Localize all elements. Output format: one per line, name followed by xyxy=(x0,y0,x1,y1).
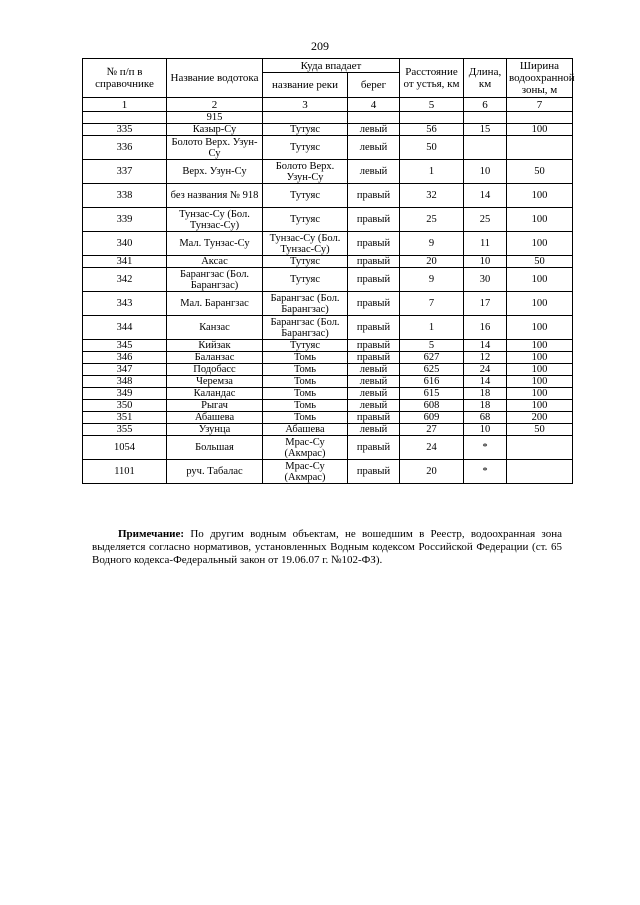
cell-bank: правый xyxy=(348,316,400,340)
cell-distance: 609 xyxy=(400,412,464,424)
cell-length: 68 xyxy=(464,412,507,424)
cell-river: Томь xyxy=(263,352,348,364)
cell-name: Казыр-Су xyxy=(167,124,263,136)
table-row xyxy=(83,376,573,388)
cell-length: 18 xyxy=(464,400,507,412)
cell-name: Мал. Барангзас xyxy=(167,292,263,316)
cell-name: Каландас xyxy=(167,388,263,400)
cell-name: Тунзас-Су (Бол. Тунзас-Су) xyxy=(167,208,263,232)
cell-width xyxy=(507,136,573,160)
cell-distance: 20 xyxy=(400,256,464,268)
cell-bank: левый xyxy=(348,376,400,388)
cell-distance: 25 xyxy=(400,208,464,232)
cell-river: Абашева xyxy=(263,424,348,436)
cell-distance: 7 xyxy=(400,292,464,316)
cell-length: 10 xyxy=(464,424,507,436)
cell-bank: левый xyxy=(348,124,400,136)
cell-length xyxy=(464,112,507,124)
cell-num: 344 xyxy=(83,316,167,340)
cell-width: 100 xyxy=(507,292,573,316)
header-name: Название водотока xyxy=(167,59,263,98)
cell-length: 16 xyxy=(464,316,507,340)
cell-river: Барангзас (Бол. Барангзас) xyxy=(263,292,348,316)
cell-name: Большая xyxy=(167,436,263,460)
cell-bank: левый xyxy=(348,424,400,436)
cell-num: 338 xyxy=(83,184,167,208)
table-row xyxy=(83,268,573,292)
cell-bank: правый xyxy=(348,436,400,460)
cell-num: 347 xyxy=(83,364,167,376)
header-length: Длина, км xyxy=(464,59,507,98)
table-row xyxy=(83,124,573,136)
cell-num: 339 xyxy=(83,208,167,232)
cell-distance: 1 xyxy=(400,160,464,184)
cell-length: 14 xyxy=(464,340,507,352)
cell-num xyxy=(83,112,167,124)
cell-bank: правый xyxy=(348,208,400,232)
table-row xyxy=(83,412,573,424)
table-row xyxy=(83,436,573,460)
cell-river: Болото Верх. Узун-Су xyxy=(263,160,348,184)
column-number: 5 xyxy=(400,98,464,112)
cell-num: 1054 xyxy=(83,436,167,460)
cell-distance: 9 xyxy=(400,232,464,256)
cell-distance: 608 xyxy=(400,400,464,412)
cell-bank: правый xyxy=(348,268,400,292)
cell-num: 335 xyxy=(83,124,167,136)
cell-width xyxy=(507,460,573,484)
cell-name: руч. Табалас xyxy=(167,460,263,484)
header-flows-into: Куда впадает xyxy=(263,59,400,73)
cell-width: 100 xyxy=(507,352,573,364)
cell-distance: 24 xyxy=(400,436,464,460)
cell-width: 100 xyxy=(507,232,573,256)
watercourse-table xyxy=(82,58,573,484)
cell-distance: 625 xyxy=(400,364,464,376)
table-row xyxy=(83,160,573,184)
column-number: 7 xyxy=(507,98,573,112)
column-number: 3 xyxy=(263,98,348,112)
column-number: 2 xyxy=(167,98,263,112)
table-row xyxy=(83,424,573,436)
cell-bank: правый xyxy=(348,340,400,352)
cell-bank: правый xyxy=(348,460,400,484)
cell-length: 30 xyxy=(464,268,507,292)
note xyxy=(92,528,562,567)
cell-width: 100 xyxy=(507,316,573,340)
cell-bank: правый xyxy=(348,256,400,268)
cell-distance: 627 xyxy=(400,352,464,364)
cell-length xyxy=(464,136,507,160)
cell-num: 351 xyxy=(83,412,167,424)
cell-length: 18 xyxy=(464,388,507,400)
cell-name: Верх. Узун-Су xyxy=(167,160,263,184)
cell-num: 350 xyxy=(83,400,167,412)
cell-bank: правый xyxy=(348,184,400,208)
cell-name: Болото Верх. Узун-Су xyxy=(167,136,263,160)
cell-width: 200 xyxy=(507,412,573,424)
cell-bank: левый xyxy=(348,388,400,400)
table-row xyxy=(83,316,573,340)
cell-num: 341 xyxy=(83,256,167,268)
cell-river: Тутуяс xyxy=(263,340,348,352)
cell-river: Томь xyxy=(263,412,348,424)
cell-length: 15 xyxy=(464,124,507,136)
cell-bank xyxy=(348,112,400,124)
cell-num: 346 xyxy=(83,352,167,364)
cell-river: Тутуяс xyxy=(263,184,348,208)
cell-length: * xyxy=(464,460,507,484)
cell-width: 100 xyxy=(507,340,573,352)
cell-name: Канзас xyxy=(167,316,263,340)
table-row xyxy=(83,184,573,208)
table-row xyxy=(83,292,573,316)
cell-width: 100 xyxy=(507,400,573,412)
cell-name: Абашева xyxy=(167,412,263,424)
cell-num: 343 xyxy=(83,292,167,316)
cell-name: Узунца xyxy=(167,424,263,436)
header-distance: Расстояние от устья, км xyxy=(400,59,464,98)
cell-river: Тутуяс xyxy=(263,256,348,268)
cell-num: 345 xyxy=(83,340,167,352)
cell-num: 348 xyxy=(83,376,167,388)
cell-num: 349 xyxy=(83,388,167,400)
page-number: 209 xyxy=(311,39,329,53)
cell-distance: 5 xyxy=(400,340,464,352)
cell-width: 100 xyxy=(507,208,573,232)
cell-width: 100 xyxy=(507,268,573,292)
cell-river: Мрас-Су (Акмрас) xyxy=(263,436,348,460)
cell-bank: левый xyxy=(348,136,400,160)
cell-bank: правый xyxy=(348,232,400,256)
column-number: 4 xyxy=(348,98,400,112)
cell-length: 14 xyxy=(464,184,507,208)
table-body xyxy=(83,112,573,484)
cell-distance: 27 xyxy=(400,424,464,436)
cell-river: Тутуяс xyxy=(263,208,348,232)
table-row xyxy=(83,136,573,160)
cell-num: 340 xyxy=(83,232,167,256)
cell-name: без названия № 918 xyxy=(167,184,263,208)
cell-width: 100 xyxy=(507,364,573,376)
cell-river: Мрас-Су (Акмрас) xyxy=(263,460,348,484)
cell-river: Тунзас-Су (Бол. Тунзас-Су) xyxy=(263,232,348,256)
cell-length: * xyxy=(464,436,507,460)
cell-bank: левый xyxy=(348,364,400,376)
cell-bank: правый xyxy=(348,292,400,316)
cell-distance: 50 xyxy=(400,136,464,160)
cell-width: 100 xyxy=(507,376,573,388)
cell-river: Томь xyxy=(263,388,348,400)
column-numbers-row xyxy=(83,98,573,112)
cell-distance: 32 xyxy=(400,184,464,208)
table-row xyxy=(83,208,573,232)
table-row xyxy=(83,400,573,412)
table-row xyxy=(83,112,573,124)
cell-name: 915 xyxy=(167,112,263,124)
cell-name: Мал. Тунзас-Су xyxy=(167,232,263,256)
cell-distance: 616 xyxy=(400,376,464,388)
cell-distance: 1 xyxy=(400,316,464,340)
table-row xyxy=(83,232,573,256)
cell-river: Томь xyxy=(263,376,348,388)
cell-river: Барангзас (Бол. Барангзас) xyxy=(263,316,348,340)
note-text: По другим водным объектам, не вошедшим в Реестр, водоохранная зона выделяется согласно нормативов, установленных Водным кодексом Российской Федерации (ст. 65 Водного кодекса-Федеральный закон от 19.06.07 г. №102-ФЗ). xyxy=(92,528,562,566)
cell-num: 342 xyxy=(83,268,167,292)
cell-num: 1101 xyxy=(83,460,167,484)
cell-river: Тутуяс xyxy=(263,136,348,160)
cell-name: Кийзак xyxy=(167,340,263,352)
column-number: 6 xyxy=(464,98,507,112)
note-label: Примечание: xyxy=(118,528,185,540)
cell-width: 100 xyxy=(507,184,573,208)
header-river: название реки xyxy=(263,73,348,98)
cell-distance: 615 xyxy=(400,388,464,400)
cell-length: 11 xyxy=(464,232,507,256)
header-width: Ширина водоохранной зоны, м xyxy=(507,59,573,98)
cell-name: Подобасс xyxy=(167,364,263,376)
cell-name: Рыгач xyxy=(167,400,263,412)
cell-length: 12 xyxy=(464,352,507,364)
cell-name: Черемза xyxy=(167,376,263,388)
table-row xyxy=(83,388,573,400)
table-row xyxy=(83,352,573,364)
cell-width xyxy=(507,112,573,124)
cell-width: 100 xyxy=(507,124,573,136)
cell-width: 50 xyxy=(507,160,573,184)
cell-length: 17 xyxy=(464,292,507,316)
cell-distance: 20 xyxy=(400,460,464,484)
cell-bank: левый xyxy=(348,400,400,412)
table-row xyxy=(83,256,573,268)
cell-river xyxy=(263,112,348,124)
cell-river: Томь xyxy=(263,364,348,376)
column-number: 1 xyxy=(83,98,167,112)
cell-length: 25 xyxy=(464,208,507,232)
cell-num: 336 xyxy=(83,136,167,160)
cell-bank: левый xyxy=(348,160,400,184)
cell-river: Тутуяс xyxy=(263,268,348,292)
cell-length: 10 xyxy=(464,160,507,184)
cell-width: 50 xyxy=(507,256,573,268)
cell-num: 337 xyxy=(83,160,167,184)
cell-distance xyxy=(400,112,464,124)
header-bank: берег xyxy=(348,73,400,98)
cell-bank: правый xyxy=(348,352,400,364)
cell-length: 14 xyxy=(464,376,507,388)
cell-num: 355 xyxy=(83,424,167,436)
cell-width: 100 xyxy=(507,388,573,400)
cell-river: Томь xyxy=(263,400,348,412)
cell-distance: 9 xyxy=(400,268,464,292)
cell-river: Тутуяс xyxy=(263,124,348,136)
cell-width xyxy=(507,436,573,460)
cell-distance: 56 xyxy=(400,124,464,136)
cell-bank: правый xyxy=(348,412,400,424)
cell-name: Барангзас (Бол. Барангзас) xyxy=(167,268,263,292)
table-row xyxy=(83,364,573,376)
table-row xyxy=(83,340,573,352)
cell-name: Баланзас xyxy=(167,352,263,364)
cell-width: 50 xyxy=(507,424,573,436)
cell-name: Аксас xyxy=(167,256,263,268)
cell-length: 10 xyxy=(464,256,507,268)
header-num: № п/п в справочнике xyxy=(83,59,167,98)
table-row xyxy=(83,460,573,484)
cell-length: 24 xyxy=(464,364,507,376)
